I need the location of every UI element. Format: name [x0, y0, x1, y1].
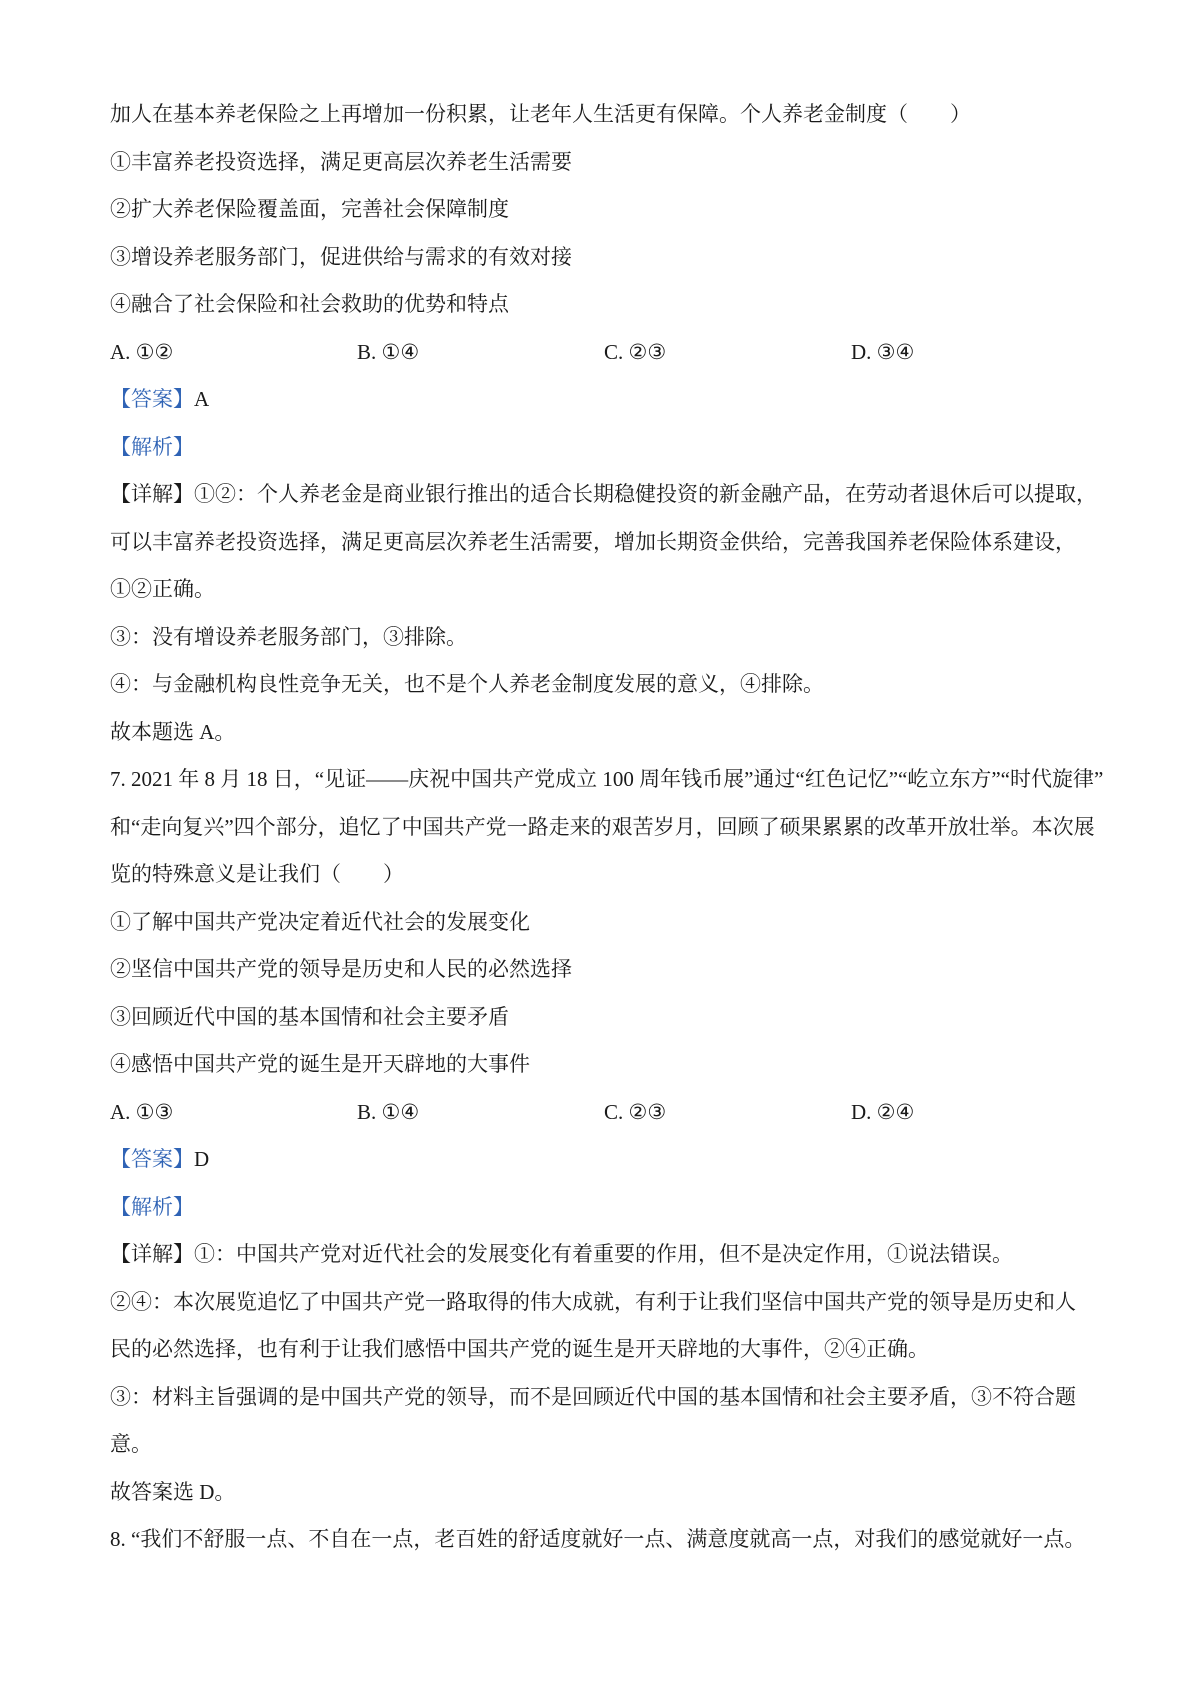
option-c: C. ②③ — [604, 1099, 667, 1124]
analysis-label: 【解析】 — [110, 434, 194, 459]
answer-line — [110, 376, 1140, 424]
option-a: A. ①③ — [110, 1099, 174, 1124]
question-7 — [110, 756, 1140, 1516]
question-stem-line: 8. “我们不舒服一点、不自在一点，老百姓的舒适度就好一点、满意度就高一点，对我们的感觉就好一点。 — [110, 1527, 1086, 1551]
detail-line: ③：材料主旨强调的是中国共产党的领导，而不是回顾近代中国的基本国情和社会主要矛盾，③不符合题 — [110, 1384, 1076, 1409]
question-8 — [110, 1516, 1140, 1564]
detail-line: 民的必然选择，也有利于让我们感悟中国共产党的诞生是开天辟地的大事件，②④正确。 — [110, 1337, 929, 1361]
answer-value: A — [194, 387, 210, 411]
choice-3: ③回顾近代中国的基本国情和社会主要矛盾 — [110, 1004, 509, 1029]
detail-line: 可以丰富养老投资选择，满足更高层次养老生活需要，增加长期资金供给，完善我国养老保险体系建设， — [110, 529, 1076, 554]
analysis-line — [110, 424, 1140, 472]
answer-value: D — [194, 1147, 210, 1171]
question-stem-line: 览的特殊意义是让我们（ ） — [110, 862, 404, 886]
question-stem-line: 和“走向复兴”四个部分，追忆了中国共产党一路走来的艰苦岁月，回顾了硕果累累的改革开放壮举。本次展 — [110, 814, 1095, 839]
option-b: B. ①④ — [357, 1099, 420, 1124]
detail-line: 【详解】①②：个人养老金是商业银行推出的适合长期稳健投资的新金融产品，在劳动者退休后可以提取， — [110, 482, 1097, 506]
options-row — [110, 1089, 1140, 1137]
question-stem-line: 7. 2021 年 8 月 18 日，“见证——庆祝中国共产党成立 100 周年钱币展”通过“红色记忆”“屹立东方”“时代旋律” — [110, 767, 1104, 791]
option-d: D. ②④ — [851, 1099, 915, 1124]
question-6 — [110, 91, 1140, 756]
answer-line — [110, 1136, 1140, 1184]
choice-3: ③增设养老服务部门，促进供给与需求的有效对接 — [110, 244, 572, 269]
option-b: B. ①④ — [357, 339, 420, 364]
choice-4: ④融合了社会保险和社会救助的优势和特点 — [110, 292, 509, 316]
answer-label: 【答案】 — [110, 1147, 194, 1171]
options-row — [110, 329, 1140, 377]
conclusion-line: 故答案选 D。 — [110, 1479, 236, 1504]
choice-4: ④感悟中国共产党的诞生是开天辟地的大事件 — [110, 1052, 530, 1076]
choice-1: ①了解中国共产党决定着近代社会的发展变化 — [110, 909, 530, 934]
option-c: C. ②③ — [604, 339, 667, 364]
question-stem-line: 加人在基本养老保险之上再增加一份积累，让老年人生活更有保障。个人养老金制度（ ） — [110, 102, 971, 126]
analysis-line — [110, 1184, 1140, 1232]
choice-1: ①丰富养老投资选择，满足更高层次养老生活需要 — [110, 149, 572, 174]
detail-line: 【详解】①：中国共产党对近代社会的发展变化有着重要的作用，但不是决定作用，①说法错误。 — [110, 1242, 1013, 1266]
detail-line: ①②正确。 — [110, 577, 215, 601]
detail-line: ②④：本次展览追忆了中国共产党一路取得的伟大成就，有利于让我们坚信中国共产党的领导是历史和人 — [110, 1289, 1076, 1314]
option-d: D. ③④ — [851, 339, 915, 364]
choice-2: ②扩大养老保险覆盖面，完善社会保障制度 — [110, 197, 509, 221]
detail-line: 意。 — [110, 1432, 152, 1456]
analysis-label: 【解析】 — [110, 1194, 194, 1219]
detail-line: ③：没有增设养老服务部门，③排除。 — [110, 624, 467, 649]
conclusion-line: 故本题选 A。 — [110, 719, 236, 744]
answer-label: 【答案】 — [110, 387, 194, 411]
detail-line: ④：与金融机构良性竞争无关，也不是个人养老金制度发展的意义，④排除。 — [110, 672, 824, 696]
choice-2: ②坚信中国共产党的领导是历史和人民的必然选择 — [110, 957, 572, 981]
option-a: A. ①② — [110, 339, 174, 364]
